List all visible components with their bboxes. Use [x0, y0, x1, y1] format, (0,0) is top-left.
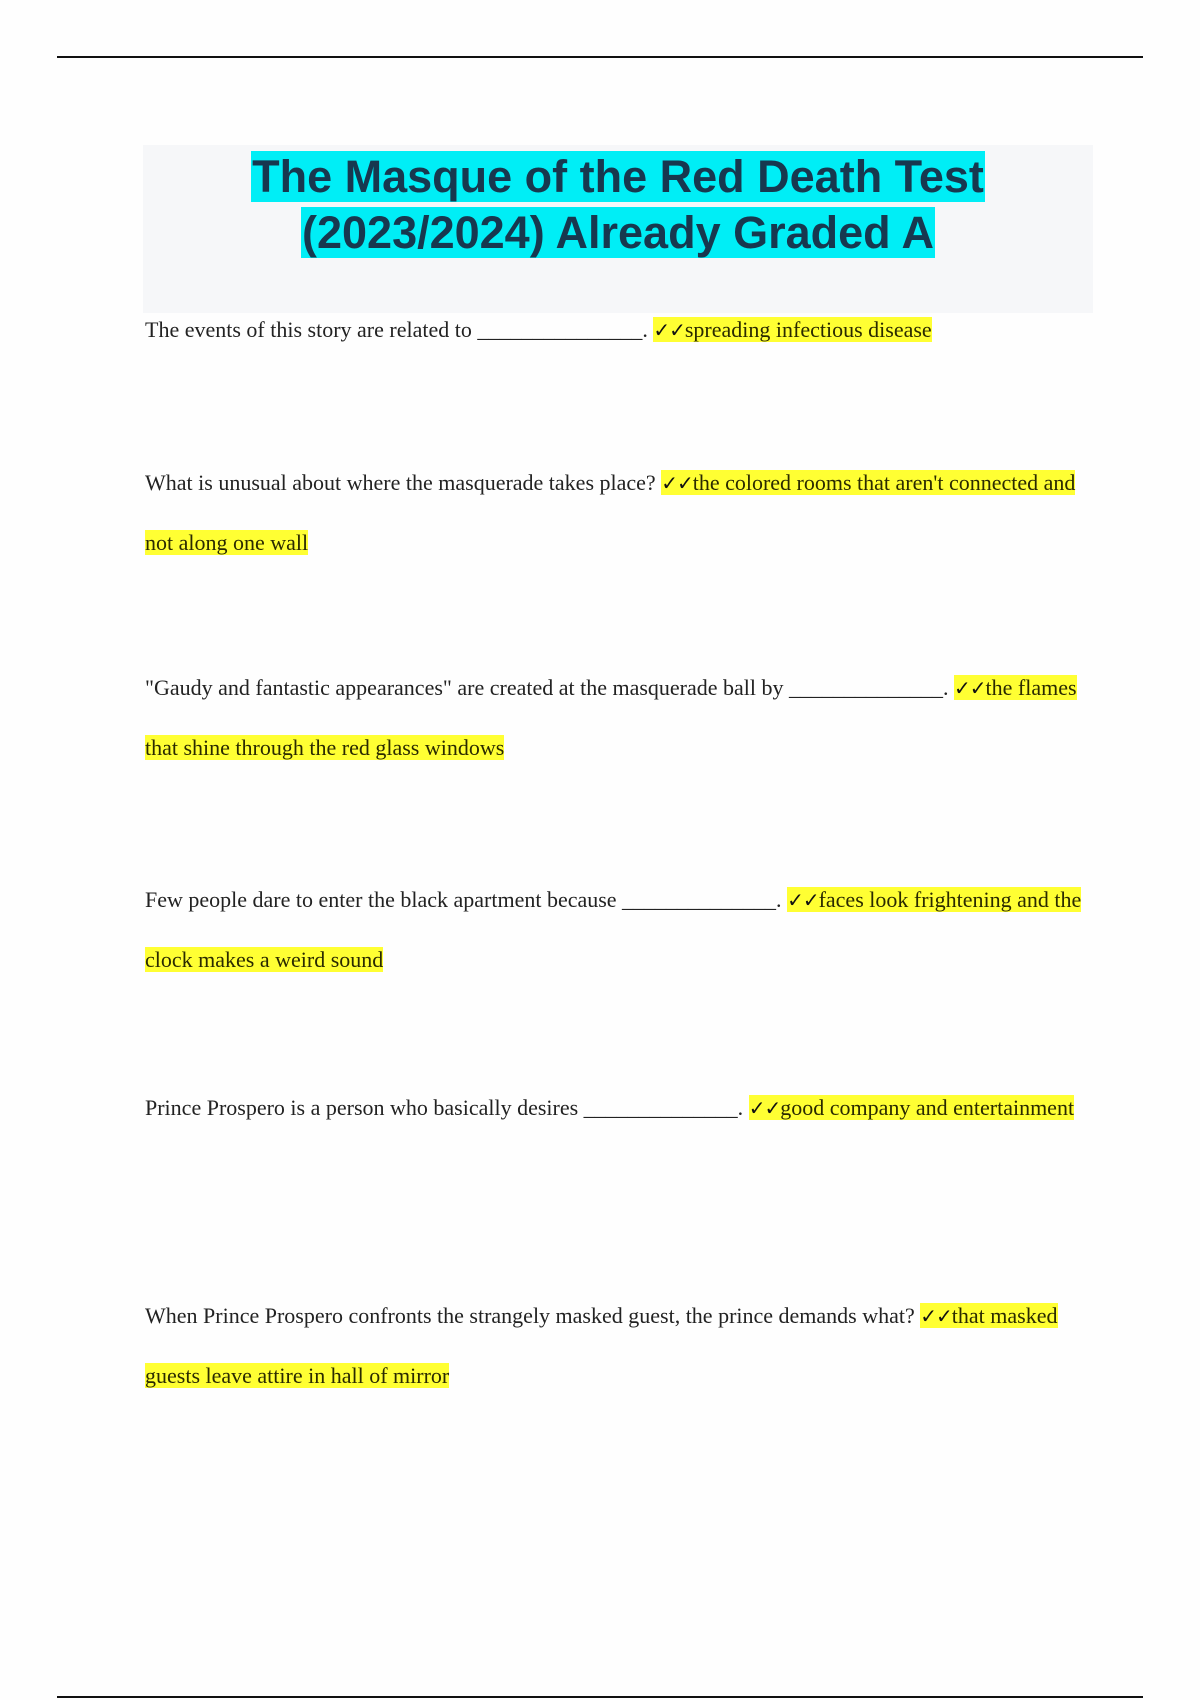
document-title	[143, 145, 1093, 261]
answer-text: good company and entertainment	[780, 1095, 1075, 1120]
qa-item-3	[145, 658, 1090, 778]
qa-item-6	[145, 1286, 1090, 1406]
question-text: Prince Prospero is a person who basically desires ______________.	[145, 1095, 744, 1120]
title-line-2: (2023/2024) Already Graded A	[302, 207, 934, 258]
question-text: The events of this story are related to _______________.	[145, 317, 648, 342]
answer-highlight	[749, 1095, 1074, 1120]
question-text: When Prince Prospero confronts the strangely masked guest, the prince demands what?	[145, 1303, 915, 1328]
title-line-1: The Masque of the Red Death Test	[252, 151, 984, 202]
answer-text: that masked guests leave attire in hall of mirror	[145, 1303, 1058, 1388]
question-text: What is unusual about where the masquerade takes place?	[145, 470, 656, 495]
answer-highlight	[653, 317, 931, 342]
double-check-icon: ✓✓	[653, 318, 685, 342]
double-check-icon: ✓✓	[920, 1304, 952, 1328]
question-text: Few people dare to enter the black apartment because ______________.	[145, 887, 782, 912]
answer-text: spreading infectious disease	[684, 317, 932, 342]
qa-item-4	[145, 870, 1090, 990]
header-rule	[57, 56, 1143, 58]
answer-text: the flames that shine through the red glass windows	[145, 675, 1077, 760]
question-text: "Gaudy and fantastic appearances" are created at the masquerade ball by ______________.	[145, 675, 949, 700]
double-check-icon: ✓✓	[954, 676, 986, 700]
footer-rule	[57, 1696, 1143, 1698]
double-check-icon: ✓✓	[787, 888, 819, 912]
answer-text: the colored rooms that aren't connected and not along one wall	[145, 470, 1076, 555]
qa-item-1	[145, 300, 1090, 360]
qa-item-5	[145, 1078, 1090, 1138]
double-check-icon: ✓✓	[748, 1096, 781, 1120]
answer-text: faces look frightening and the clock makes a weird sound	[145, 887, 1082, 972]
double-check-icon: ✓✓	[661, 471, 693, 495]
qa-item-2	[145, 453, 1090, 573]
title-box	[143, 145, 1093, 313]
